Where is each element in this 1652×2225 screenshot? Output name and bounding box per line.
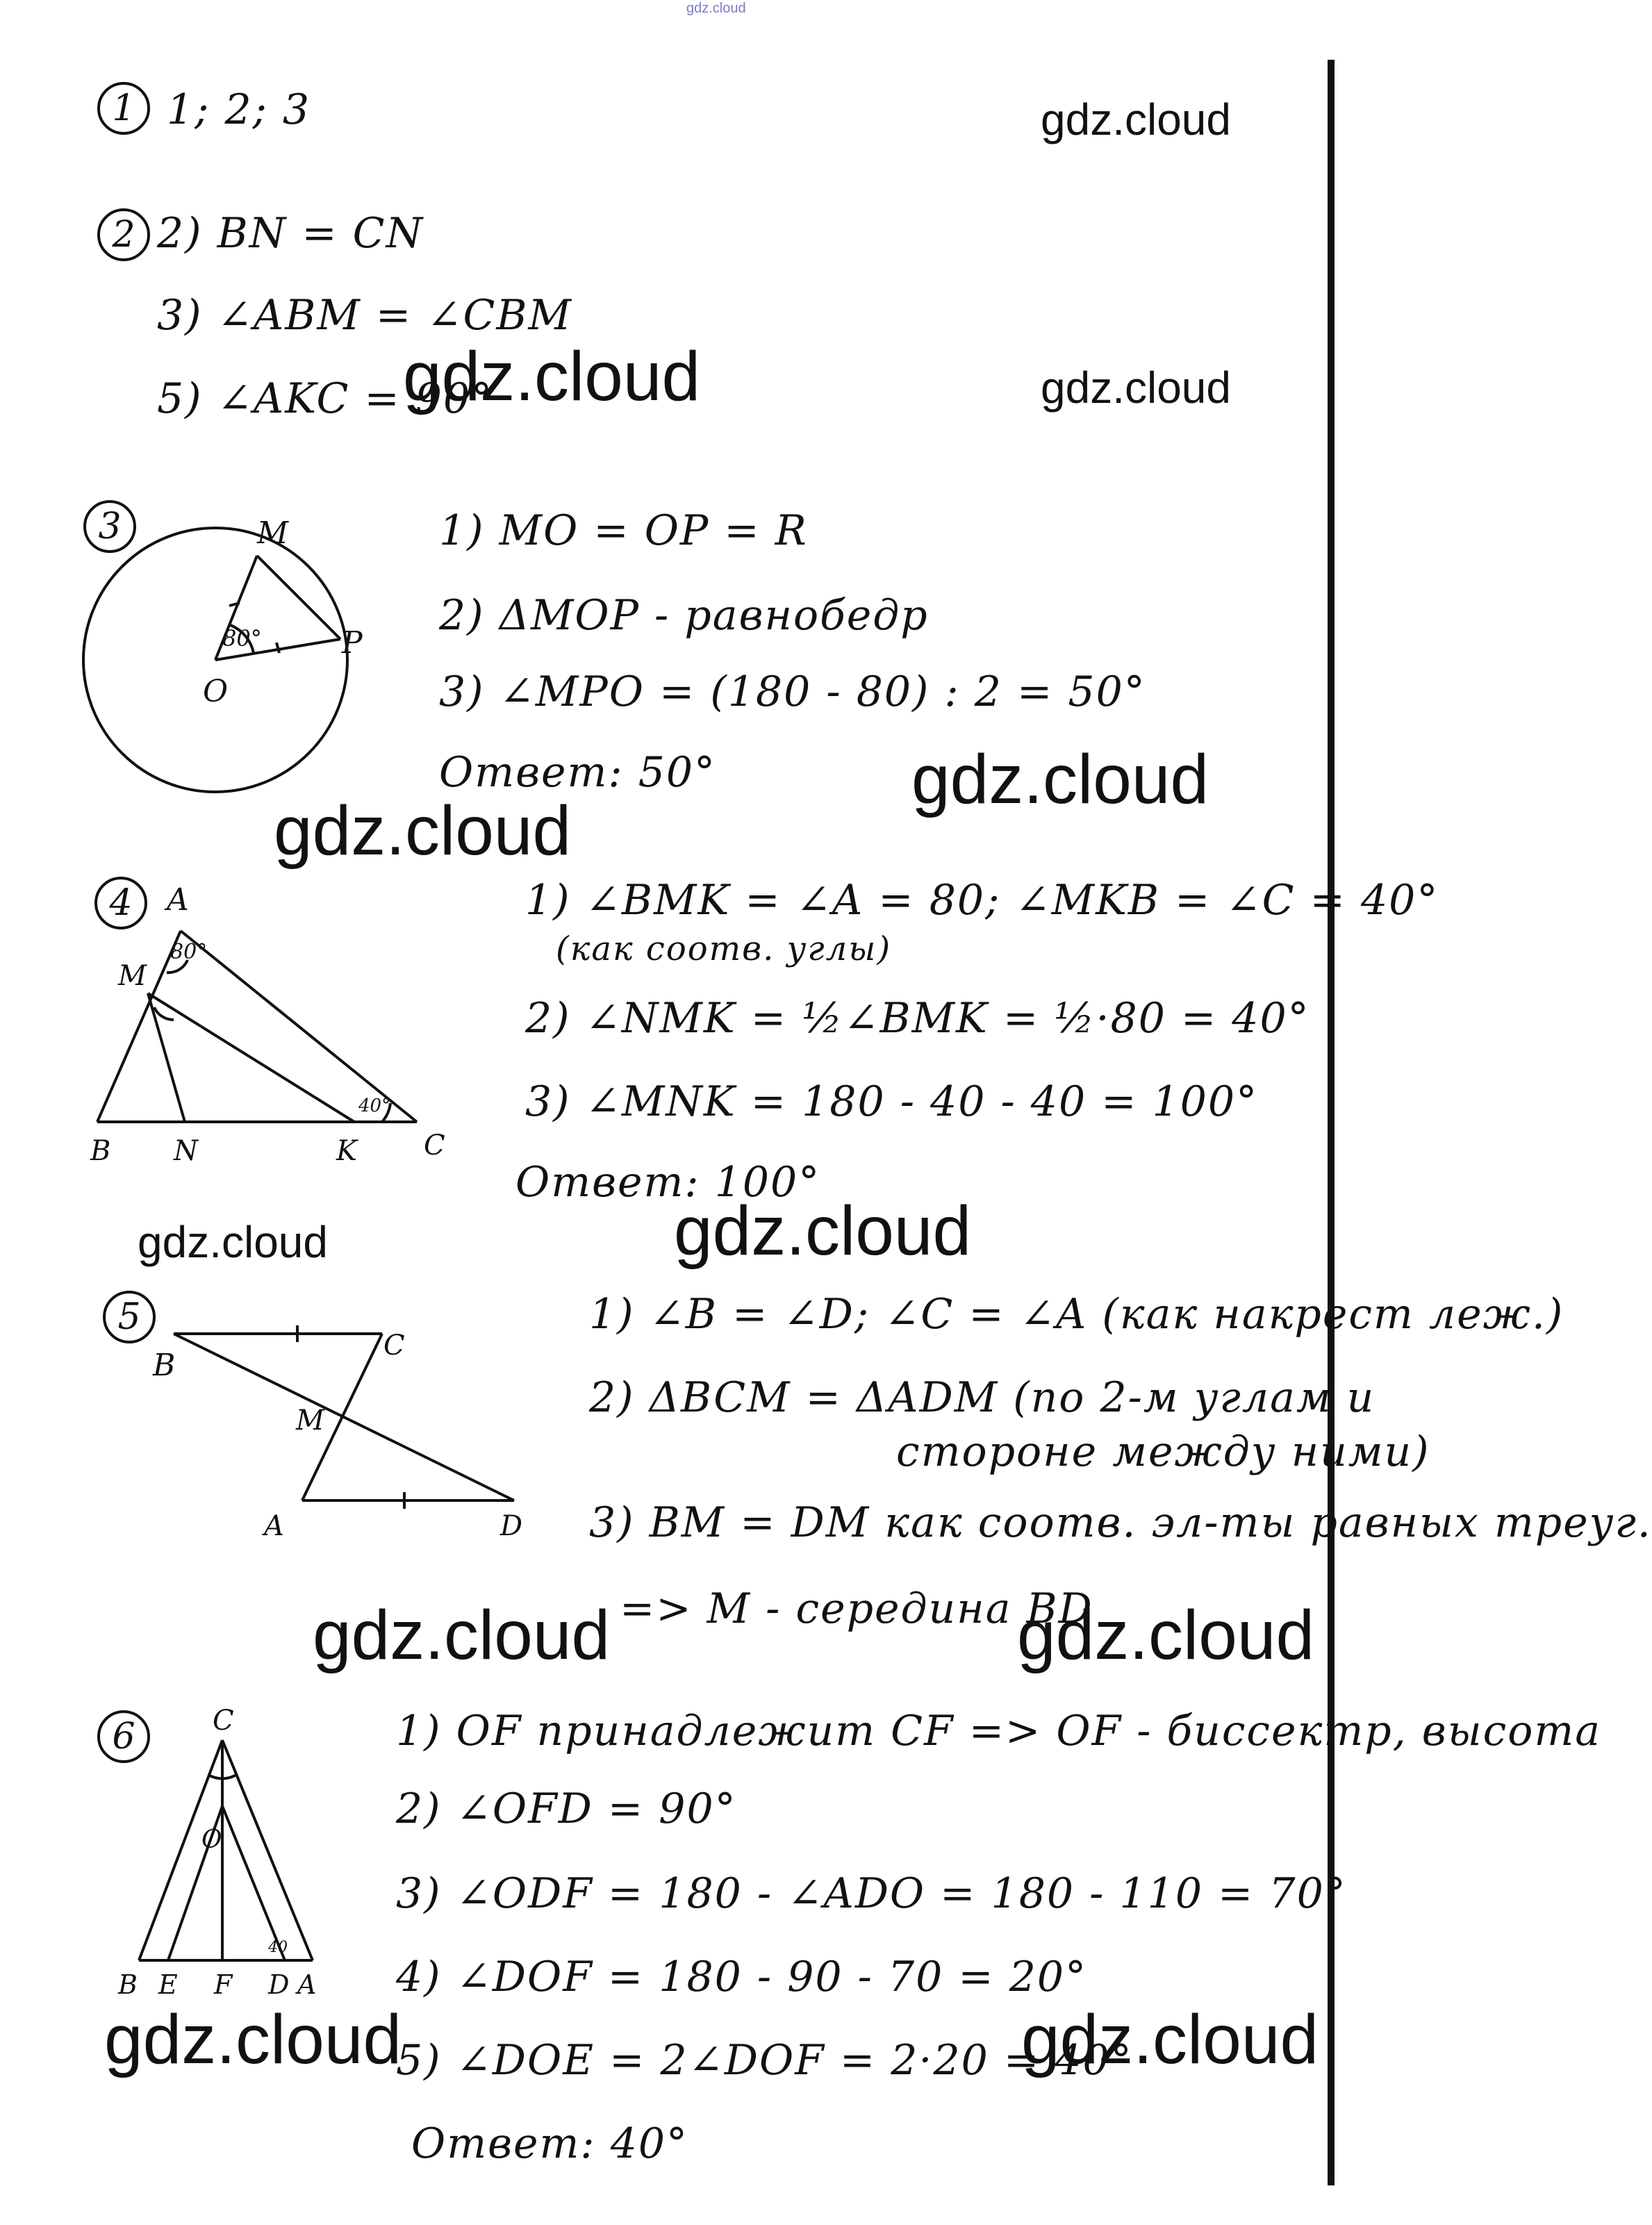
task5-line: стороне между ними) <box>896 1428 1430 1476</box>
task5-line: => M - середина BD <box>620 1585 1093 1633</box>
task-number: 2 <box>97 208 150 261</box>
task2-line: 5) ∠AKC = 90° <box>157 374 494 423</box>
figure-label: B <box>153 1348 176 1383</box>
watermark: gdz.cloud <box>104 2001 402 2078</box>
task3-line: 3) ∠MPO = (180 - 80) : 2 = 50° <box>439 668 1146 716</box>
figure-label: B <box>90 1135 111 1167</box>
figure-label: C <box>383 1330 405 1362</box>
figure-label: 40 <box>268 1939 288 1956</box>
task4-line: 3) ∠MNK = 180 - 40 - 40 = 100° <box>525 1077 1259 1126</box>
watermark: gdz.cloud <box>1041 363 1231 413</box>
task3-answer: Ответ: 50° <box>439 748 717 797</box>
figure-label: D <box>268 1969 290 2000</box>
figure-label: M <box>118 960 147 992</box>
task3-circle-figure <box>83 514 389 806</box>
task2-line: 2) BN = CN <box>157 209 424 258</box>
task6-line: 2) ∠OFD = 90° <box>396 1785 737 1833</box>
watermark: gdz.cloud <box>274 792 572 870</box>
watermark: gdz.cloud <box>138 1217 328 1267</box>
figure-label: O <box>203 674 229 709</box>
figure-label: C <box>424 1130 445 1161</box>
task6-line: 5) ∠DOE = 2∠DOF = 2·20 = 40° <box>396 2036 1133 2085</box>
task6-line: 3) ∠ODF = 180 - ∠ADO = 180 - 110 = 70° <box>396 1869 1347 1918</box>
task4-answer: Ответ: 100° <box>515 1158 821 1207</box>
task2-line: 3) ∠ABM = ∠CBM <box>157 291 572 340</box>
task5-figure <box>153 1306 542 1542</box>
figure-label: 80° <box>222 625 262 652</box>
figure-label: P <box>342 625 363 661</box>
task4-line: (как соотв. углы) <box>556 929 892 968</box>
task1-answer: 1; 2; 3 <box>167 85 311 134</box>
watermark: gdz.cloud <box>1017 1596 1315 1674</box>
task4-line: 2) ∠NMK = ½∠BMK = ½·80 = 40° <box>525 994 1310 1043</box>
task4-triangle-figure <box>76 882 465 1174</box>
figure-label: 40° <box>358 1095 391 1116</box>
task-number: 4 <box>94 877 147 929</box>
watermark: gdz.cloud <box>403 338 701 415</box>
task6-line: 1) OF принадлежит CF => OF - биссектр, высота <box>396 1707 1601 1755</box>
figure-label: C <box>213 1705 234 1737</box>
task-number: 3 <box>83 500 136 553</box>
task4-line: 1) ∠BMK = ∠A = 80; ∠MKB = ∠C = 40° <box>525 876 1439 925</box>
task-number: 1 <box>97 82 150 135</box>
task5-line: 1) ∠B = ∠D; ∠C = ∠A (как накрест леж.) <box>589 1290 1564 1339</box>
figure-label: A <box>297 1969 317 2000</box>
task-number: 6 <box>97 1710 150 1763</box>
figure-label: M <box>257 515 289 551</box>
figure-label: A <box>264 1510 284 1542</box>
task6-line: 4) ∠DOF = 180 - 90 - 70 = 20° <box>396 1953 1088 2001</box>
figure-label: D <box>500 1510 523 1542</box>
figure-label: M <box>296 1405 324 1437</box>
watermark: gdz.cloud <box>1021 2001 1319 2078</box>
figure-label: K <box>336 1135 357 1167</box>
task6-triangle-figure <box>111 1705 333 2001</box>
margin-line <box>1328 60 1335 2185</box>
watermark-top: gdz.cloud <box>686 1 746 16</box>
task3-line: 2) ΔMOP - равнобедр <box>439 591 929 640</box>
watermark: gdz.cloud <box>674 1192 972 1270</box>
task-number: 5 <box>103 1291 156 1343</box>
figure-label: A <box>167 882 189 918</box>
figure-label: E <box>158 1969 178 2000</box>
watermark: gdz.cloud <box>911 741 1209 818</box>
figure-label: O <box>201 1826 222 1854</box>
watermark: gdz.cloud <box>1041 94 1231 144</box>
task3-line: 1) MO = OP = R <box>439 506 808 555</box>
task5-line: 2) ΔBCM = ΔADM (по 2-м углам и <box>589 1373 1376 1422</box>
figure-label: F <box>214 1969 233 2000</box>
figure-label: N <box>174 1135 198 1167</box>
figure-label: B <box>118 1969 138 2000</box>
task5-line: 3) BM = DM как соотв. эл-ты равных треуг. <box>589 1498 1652 1547</box>
watermark: gdz.cloud <box>313 1596 611 1674</box>
task6-answer: Ответ: 40° <box>411 2119 689 2168</box>
figure-label: 80° <box>170 940 208 964</box>
